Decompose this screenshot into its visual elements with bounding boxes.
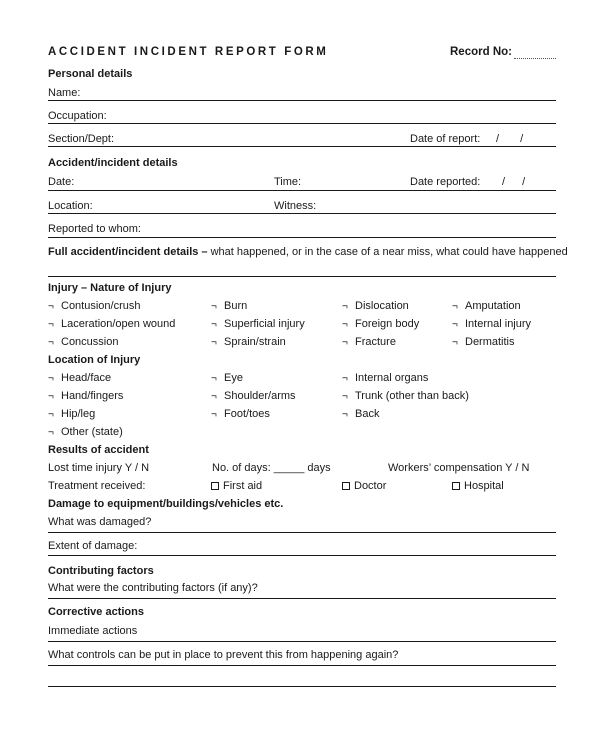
checkbox-icon: ¬ [48, 337, 54, 348]
checkbox-icon: ¬ [211, 337, 217, 348]
section-heading-location: Location of Injury [48, 354, 141, 366]
witness-label: Witness: [274, 200, 317, 212]
checkbox-injury-type[interactable] [48, 300, 141, 313]
section-dept-label: Section/Dept: [48, 133, 115, 145]
first-aid-label: First aid [223, 480, 263, 492]
checkbox-label: Trunk (other than back) [355, 390, 469, 402]
section-heading-accident: Accident/incident details [48, 157, 178, 169]
prevent-controls-extra-line[interactable] [48, 686, 556, 687]
checkbox-injury-location[interactable] [48, 390, 123, 403]
reported-to-field-line[interactable] [48, 237, 556, 238]
checkbox-injury-type[interactable] [452, 318, 531, 331]
checkbox-injury-type[interactable] [211, 318, 305, 331]
extent-of-damage-field-line[interactable] [48, 555, 556, 556]
location-witness-field-line[interactable] [48, 213, 556, 214]
checkbox-icon: ¬ [452, 301, 458, 312]
checkbox-icon: ¬ [48, 409, 54, 420]
checkbox-icon: ¬ [342, 337, 348, 348]
name-field-line[interactable] [48, 100, 556, 101]
checkbox-injury-location[interactable] [211, 372, 243, 385]
what-damaged-field-line[interactable] [48, 532, 556, 533]
checkbox-label: Sprain/strain [224, 336, 286, 348]
checkbox-label: Burn [224, 300, 248, 312]
contributing-factors-field-line[interactable] [48, 598, 556, 599]
checkbox-hospital[interactable] [452, 480, 504, 493]
full-details-label: Full accident/incident details – [48, 246, 208, 258]
hospital-label: Hospital [464, 480, 504, 492]
checkbox-icon: ¬ [48, 391, 54, 402]
checkbox-label: Internal injury [465, 318, 532, 330]
checkbox-label: Other (state) [61, 426, 123, 438]
checkbox-icon: ¬ [48, 373, 54, 384]
checkbox-label: Foot/toes [224, 408, 270, 420]
form-title: ACCIDENT INCIDENT REPORT FORM [48, 46, 329, 58]
checkbox-icon: ¬ [452, 319, 458, 330]
checkbox-icon: ¬ [342, 409, 348, 420]
section-heading-results: Results of accident [48, 444, 149, 456]
occupation-label: Occupation: [48, 110, 107, 122]
lost-time-injury-field[interactable]: Lost time injury Y / N [48, 462, 150, 474]
number-of-days-field[interactable]: No. of days: _____ days [212, 462, 331, 474]
checkbox-injury-type[interactable] [48, 318, 175, 331]
date-reported-label: Date reported: [410, 176, 481, 188]
checkbox-icon: ¬ [452, 337, 458, 348]
checkbox-label: Foreign body [355, 318, 420, 330]
immediate-actions-field-line[interactable] [48, 641, 556, 642]
checkbox-icon: ¬ [48, 301, 54, 312]
checkbox-injury-type[interactable] [342, 318, 419, 331]
checkbox-label: Fracture [355, 336, 396, 348]
checkbox-icon: ¬ [211, 409, 217, 420]
section-heading-damage: Damage to equipment/buildings/vehicles etc. [48, 498, 284, 510]
section-heading-corrective: Corrective actions [48, 606, 144, 618]
checkbox-doctor[interactable] [342, 480, 386, 493]
checkbox-label: Laceration/open wound [61, 318, 176, 330]
checkbox-injury-type[interactable] [211, 336, 286, 349]
checkbox-label: Hand/fingers [61, 390, 124, 402]
section-heading-personal: Personal details [48, 68, 133, 80]
section-dept-field-line[interactable] [48, 146, 556, 147]
checkbox-label: Shoulder/arms [224, 390, 296, 402]
checkbox-label: Hip/leg [61, 408, 96, 420]
checkbox-icon [452, 482, 460, 490]
checkbox-injury-location[interactable] [211, 408, 270, 421]
full-details-description: what happened, or in the case of a near miss, what could have happened [207, 246, 568, 258]
checkbox-icon: ¬ [48, 427, 54, 438]
checkbox-icon: ¬ [211, 301, 217, 312]
checkbox-injury-location[interactable] [48, 408, 95, 421]
checkbox-label: Internal organs [355, 372, 429, 384]
checkbox-icon: ¬ [342, 319, 348, 330]
checkbox-injury-type[interactable] [48, 336, 118, 349]
checkbox-injury-type[interactable] [211, 300, 247, 313]
date-of-report-label: Date of report: [410, 133, 481, 145]
location-label: Location: [48, 200, 93, 212]
section-heading-injury: Injury – Nature of Injury [48, 282, 172, 294]
checkbox-first-aid[interactable] [211, 480, 262, 493]
what-damaged-label: What was damaged? [48, 516, 152, 528]
checkbox-label: Back [355, 408, 380, 420]
record-number-label: Record No: [450, 46, 512, 58]
checkbox-label: Eye [224, 372, 243, 384]
checkbox-label: Contusion/crush [61, 300, 141, 312]
checkbox-label: Superficial injury [224, 318, 305, 330]
checkbox-icon: ¬ [211, 373, 217, 384]
checkbox-label: Amputation [465, 300, 521, 312]
extent-of-damage-label: Extent of damage: [48, 540, 138, 552]
accident-time-label: Time: [274, 176, 302, 188]
prevent-controls-question: What controls can be put in place to prevent this from happening again? [48, 649, 399, 661]
checkbox-injury-location[interactable] [211, 390, 296, 403]
date-of-report-slashes: / / [496, 133, 524, 145]
section-heading-contributing: Contributing factors [48, 565, 154, 577]
checkbox-icon: ¬ [211, 319, 217, 330]
prevent-controls-field-line[interactable] [48, 665, 556, 666]
checkbox-label: Dislocation [355, 300, 409, 312]
doctor-label: Doctor [354, 480, 387, 492]
date-time-field-line[interactable] [48, 190, 556, 191]
checkbox-injury-type[interactable] [452, 300, 521, 313]
checkbox-injury-location[interactable] [342, 372, 428, 385]
checkbox-injury-location[interactable] [48, 372, 111, 385]
checkbox-icon [342, 482, 350, 490]
checkbox-icon [211, 482, 219, 490]
checkbox-label: Head/face [61, 372, 112, 384]
checkbox-icon: ¬ [211, 391, 217, 402]
full-details-field-line[interactable] [48, 276, 556, 277]
workers-compensation-field[interactable]: Workers’ compensation Y / N [388, 462, 530, 474]
treatment-received-label: Treatment received: [48, 480, 146, 492]
contributing-factors-question: What were the contributing factors (if any)? [48, 582, 258, 594]
checkbox-label: Dermatitis [465, 336, 515, 348]
checkbox-injury-location[interactable] [342, 390, 469, 403]
checkbox-injury-location[interactable] [48, 426, 123, 439]
checkbox-icon: ¬ [48, 319, 54, 330]
checkbox-icon: ¬ [342, 301, 348, 312]
checkbox-icon: ¬ [342, 373, 348, 384]
reported-to-label: Reported to whom: [48, 223, 141, 235]
checkbox-injury-type[interactable] [342, 300, 409, 313]
immediate-actions-label: Immediate actions [48, 625, 138, 637]
checkbox-injury-type[interactable] [342, 336, 396, 349]
full-details-heading [48, 246, 568, 259]
checkbox-injury-location[interactable] [342, 408, 379, 421]
checkbox-label: Concussion [61, 336, 119, 348]
name-label: Name: [48, 87, 81, 99]
record-number-field[interactable] [514, 58, 556, 59]
occupation-field-line[interactable] [48, 123, 556, 124]
checkbox-icon: ¬ [342, 391, 348, 402]
checkbox-injury-type[interactable] [452, 336, 515, 349]
accident-date-label: Date: [48, 176, 75, 188]
date-reported-slashes: / / [502, 176, 526, 188]
